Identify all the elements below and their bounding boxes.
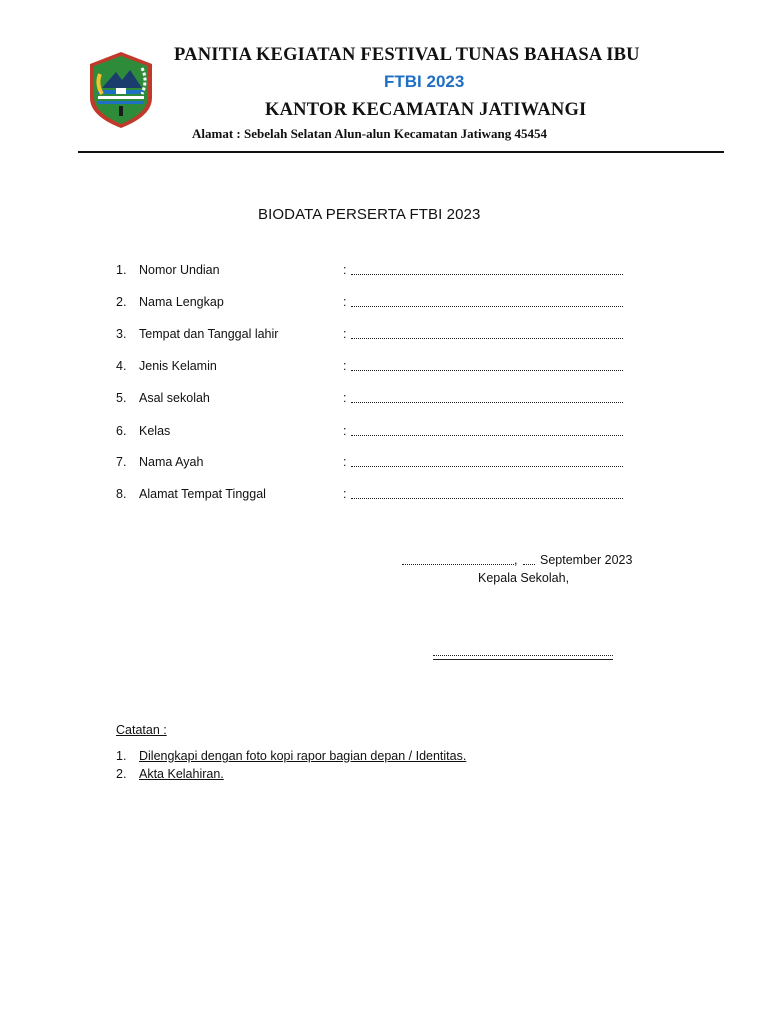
fill-in-blank[interactable] [351, 274, 623, 275]
field-number: 3. [116, 327, 127, 341]
signature-blank[interactable] [433, 655, 613, 656]
field-label: Asal sekolah [139, 391, 210, 405]
field-row-asal-sekolah [0, 391, 768, 409]
regency-crest-logo [86, 50, 156, 130]
fill-in-blank[interactable] [351, 338, 623, 339]
note-text: Dilengkapi dengan foto kopi rapor bagian depan / Identitas. [139, 749, 467, 763]
header-divider [78, 151, 724, 153]
signature-underline [433, 659, 613, 660]
fill-in-blank[interactable] [351, 435, 623, 436]
fill-in-blank[interactable] [351, 498, 623, 499]
field-number: 7. [116, 455, 127, 469]
field-label: Tempat dan Tanggal lahir [139, 327, 279, 341]
field-number: 6. [116, 424, 127, 438]
field-row-kelas [0, 424, 768, 442]
field-number: 1. [116, 263, 127, 277]
field-colon: : [343, 327, 347, 341]
office-title: KANTOR KECAMATAN JATIWANGI [265, 100, 587, 120]
field-row-nomor-undian [0, 263, 768, 281]
field-label: Kelas [139, 424, 171, 438]
organization-title: PANITIA KEGIATAN FESTIVAL TUNAS BAHASA IBU [174, 45, 640, 65]
field-row-nama-ayah [0, 455, 768, 473]
field-colon: : [343, 391, 347, 405]
date-month-year: September 2023 [540, 553, 633, 567]
field-number: 8. [116, 487, 127, 501]
field-row-alamat-tempat-tinggal [0, 487, 768, 505]
field-label: Nama Lengkap [139, 295, 224, 309]
fill-in-blank[interactable] [351, 466, 623, 467]
field-number: 4. [116, 359, 127, 373]
note-item [0, 767, 768, 785]
field-row-nama-lengkap [0, 295, 768, 313]
fill-in-blank[interactable] [351, 402, 623, 403]
field-colon: : [343, 455, 347, 469]
date-day-blank[interactable] [523, 564, 535, 565]
fill-in-blank[interactable] [351, 306, 623, 307]
principal-label: Kepala Sekolah, [478, 571, 570, 585]
date-place-blank[interactable] [402, 564, 514, 565]
notes-title: Catatan : [116, 723, 167, 737]
field-number: 5. [116, 391, 127, 405]
field-label: Nama Ayah [139, 455, 204, 469]
field-colon: : [343, 263, 347, 277]
field-colon: : [343, 487, 347, 501]
event-title: FTBI 2023 [384, 72, 465, 91]
fill-in-blank[interactable] [351, 370, 623, 371]
date-comma: , [514, 553, 518, 567]
field-row-jenis-kelamin [0, 359, 768, 377]
field-label: Alamat Tempat Tinggal [139, 487, 266, 501]
address-line: Alamat : Sebelah Selatan Alun-alun Kecamatan Jatiwang 45454 [192, 126, 547, 141]
note-number: 2. [116, 767, 127, 781]
field-label: Nomor Undian [139, 263, 220, 277]
note-text: Akta Kelahiran. [139, 767, 224, 781]
form-title: BIODATA PERSERTA FTBI 2023 [258, 206, 481, 223]
field-colon: : [343, 295, 347, 309]
field-row-tempat-tanggal-lahir [0, 327, 768, 345]
field-colon: : [343, 424, 347, 438]
field-colon: : [343, 359, 347, 373]
note-item [0, 749, 768, 767]
field-number: 2. [116, 295, 127, 309]
field-label: Jenis Kelamin [139, 359, 217, 373]
note-number: 1. [116, 749, 127, 763]
